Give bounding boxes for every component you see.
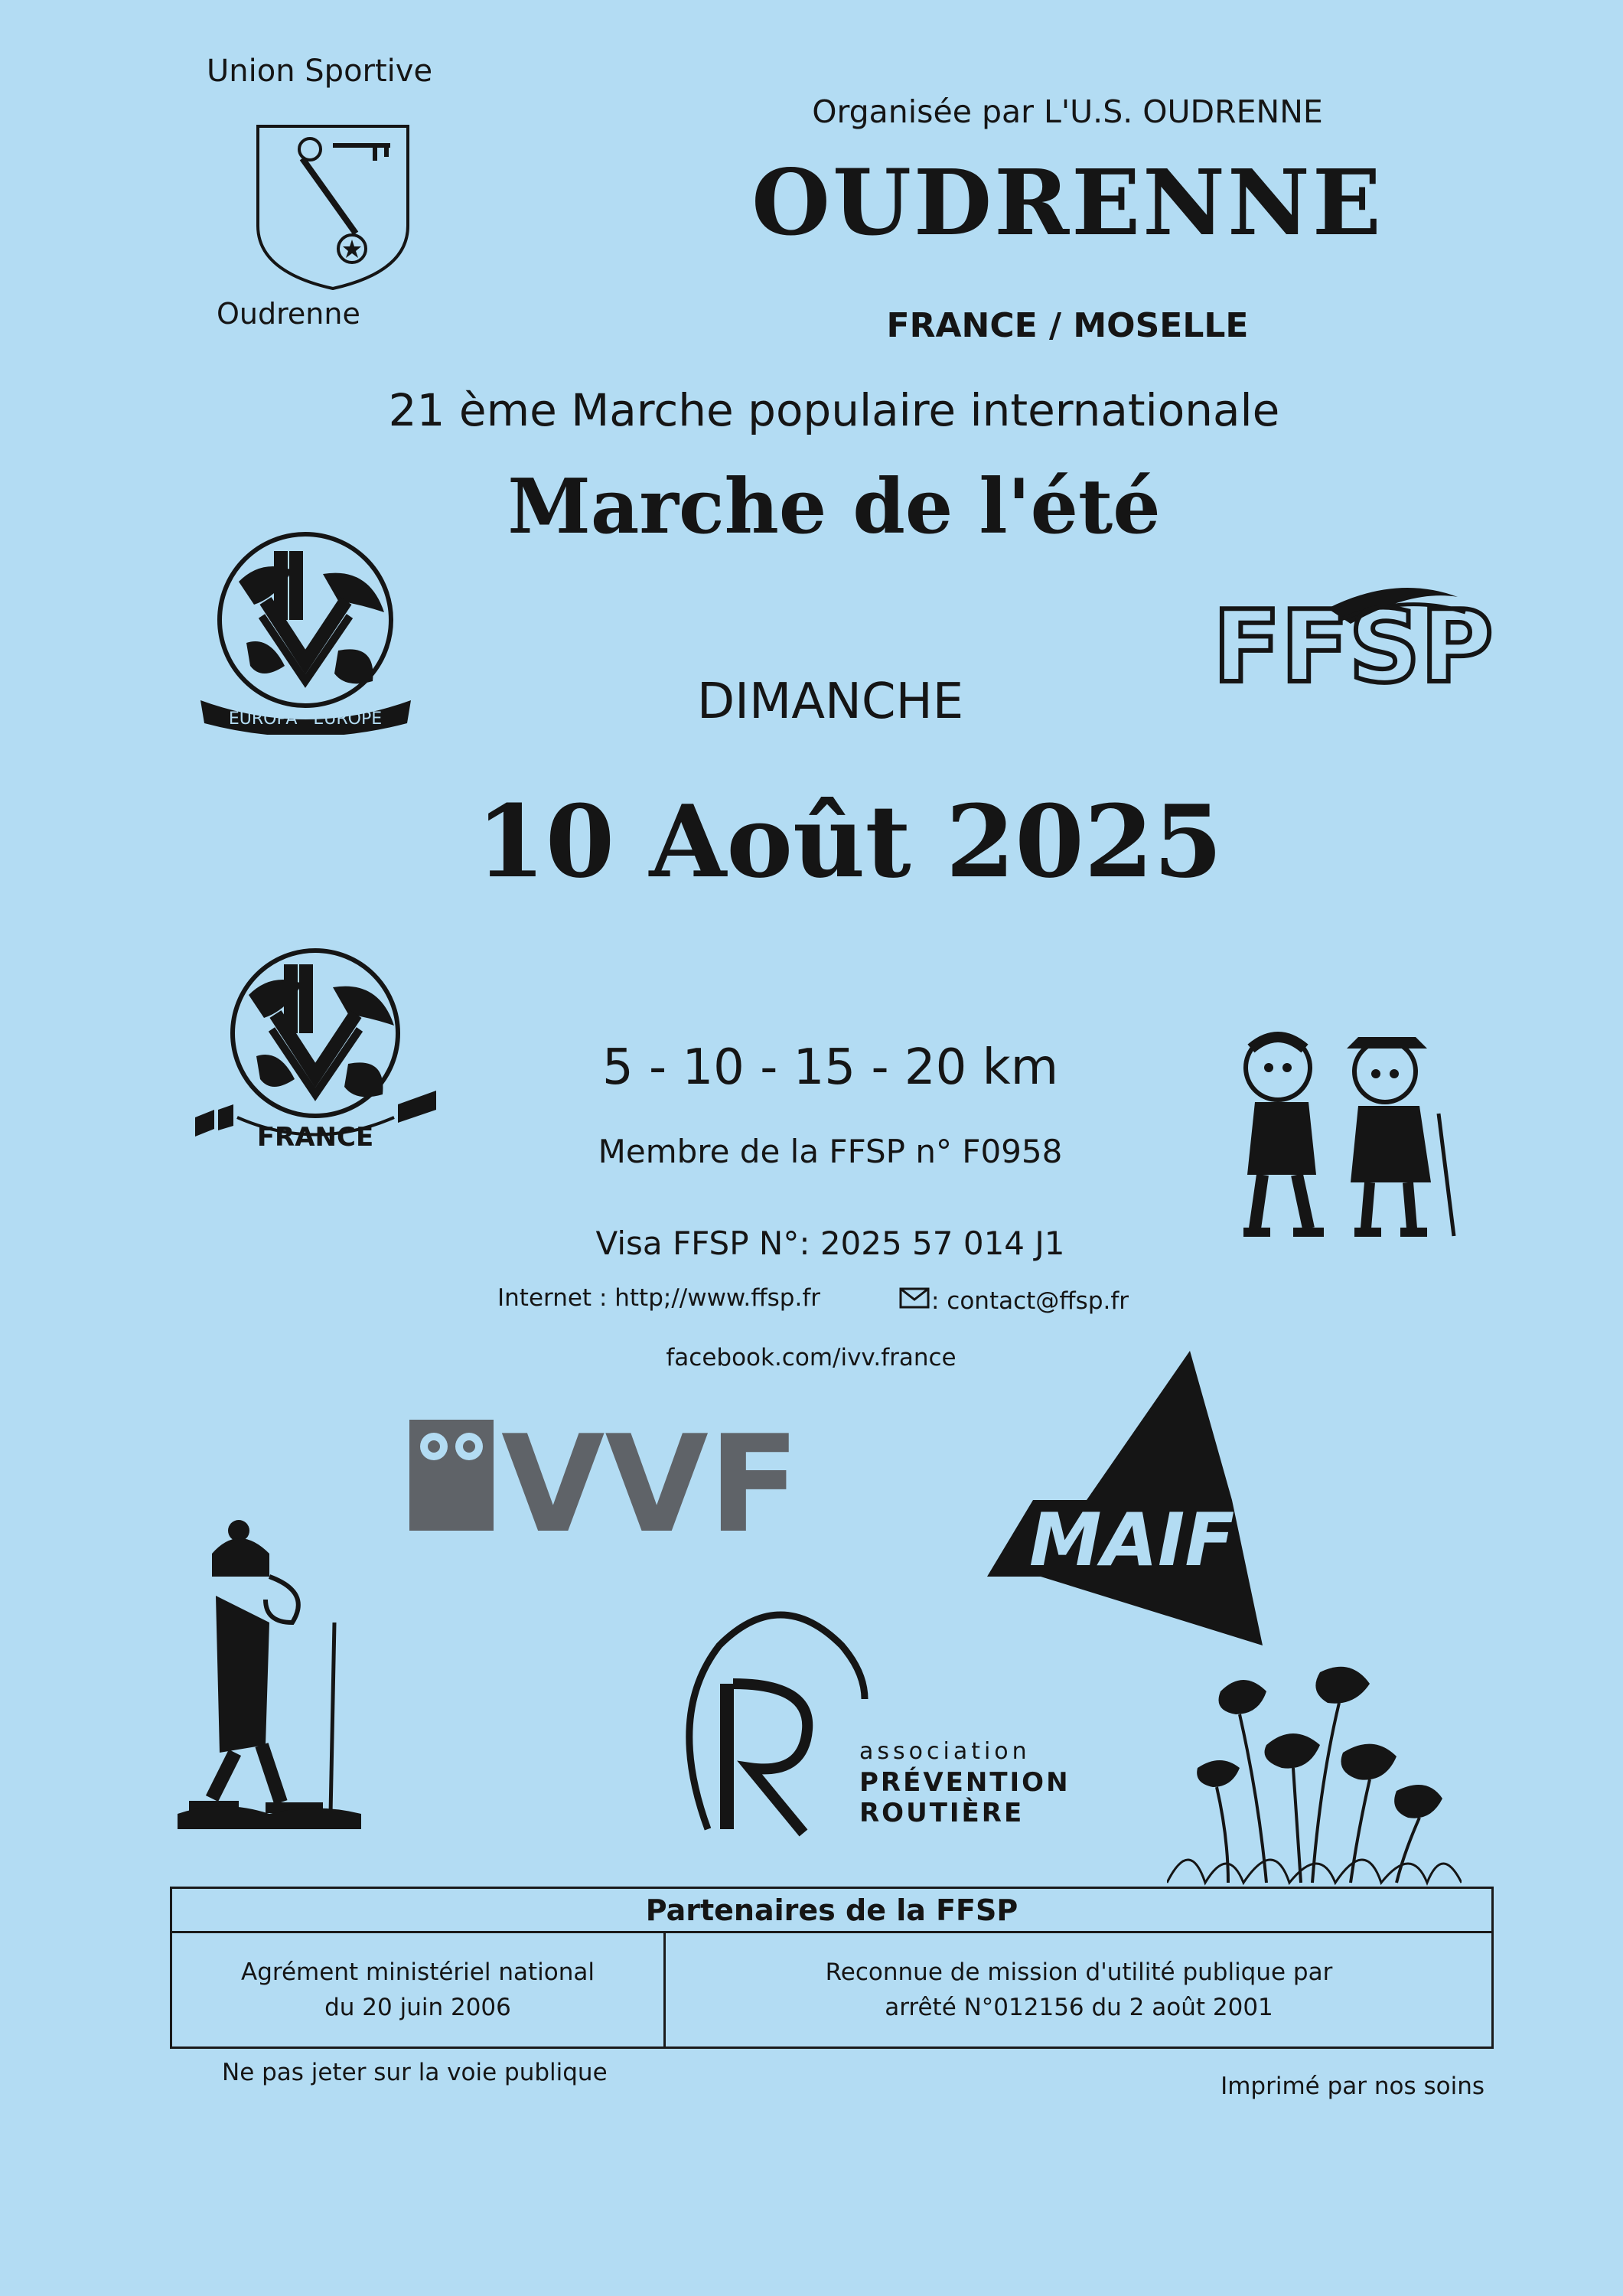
partners-title: Partenaires de la FFSP <box>172 1889 1491 1933</box>
ivv-france-logo <box>191 945 440 1156</box>
hikers-couple-illustration <box>1209 1014 1492 1244</box>
prevention-line2: PRÉVENTION <box>859 1767 1071 1798</box>
event-subtitle: 21 ème Marche populaire internationale <box>388 384 1280 436</box>
ivv-europa-text: EUROPA · EUROPE <box>228 709 383 729</box>
footer-printed-by: Imprimé par nos soins <box>1221 2073 1484 2100</box>
partners-utilite-publique-cell <box>666 1933 1492 2047</box>
event-title: Marche de l'été <box>507 463 1161 551</box>
vvf-logo <box>402 1408 807 1546</box>
ivv-europa-logo <box>193 528 419 735</box>
ffsp-text: FFSP <box>1213 589 1494 705</box>
ffsp-member-number: Membre de la FFSP n° F0958 <box>598 1133 1063 1170</box>
distances: 5 - 10 - 15 - 20 km <box>601 1039 1059 1096</box>
region-line: FRANCE / MOSELLE <box>886 306 1249 345</box>
event-date: 10 Août 2025 <box>476 783 1223 900</box>
ivv-france-text: FRANCE <box>256 1122 374 1153</box>
partners-table <box>170 1887 1494 2049</box>
utilite-publique-line1: Reconnue de mission d'utilité publique par <box>825 1958 1333 1986</box>
agrement-line1: Agrément ministériel national <box>241 1958 595 1986</box>
ffsp-logo <box>1205 566 1496 719</box>
club-name-bottom: Oudrenne <box>217 297 360 331</box>
poppies-illustration <box>1167 1661 1462 1890</box>
maif-text: MAIF <box>1029 1499 1235 1583</box>
facebook-link[interactable]: facebook.com/ivv.france <box>666 1344 957 1371</box>
prevention-routiere-logo <box>673 1600 1071 1844</box>
club-crest-logo <box>249 119 417 291</box>
vvf-text: VVF <box>501 1408 800 1546</box>
organiser-line: Organisée par L'U.S. OUDRENNE <box>812 93 1323 130</box>
prevention-line1: association <box>859 1738 1031 1765</box>
prevention-line3: ROUTIÈRE <box>859 1798 1025 1828</box>
town-title: OUDRENNE <box>751 149 1383 256</box>
partners-agrement-cell <box>172 1933 666 2047</box>
club-name-top: Union Sportive <box>207 54 433 89</box>
walker-illustration <box>178 1508 365 1829</box>
envelope-icon <box>899 1287 930 1309</box>
agrement-line2: du 20 juin 2006 <box>324 1994 511 2021</box>
internet-link[interactable]: Internet : http;//www.ffsp.fr <box>497 1284 820 1312</box>
day-label: DIMANCHE <box>696 673 964 730</box>
ffsp-visa-number: Visa FFSP N°: 2025 57 014 J1 <box>595 1225 1065 1262</box>
contact-email[interactable]: : contact@ffsp.fr <box>931 1287 1129 1315</box>
footer-notice: Ne pas jeter sur la voie publique <box>222 2059 608 2086</box>
utilite-publique-line2: arrêté N°012156 du 2 août 2001 <box>885 1994 1273 2021</box>
